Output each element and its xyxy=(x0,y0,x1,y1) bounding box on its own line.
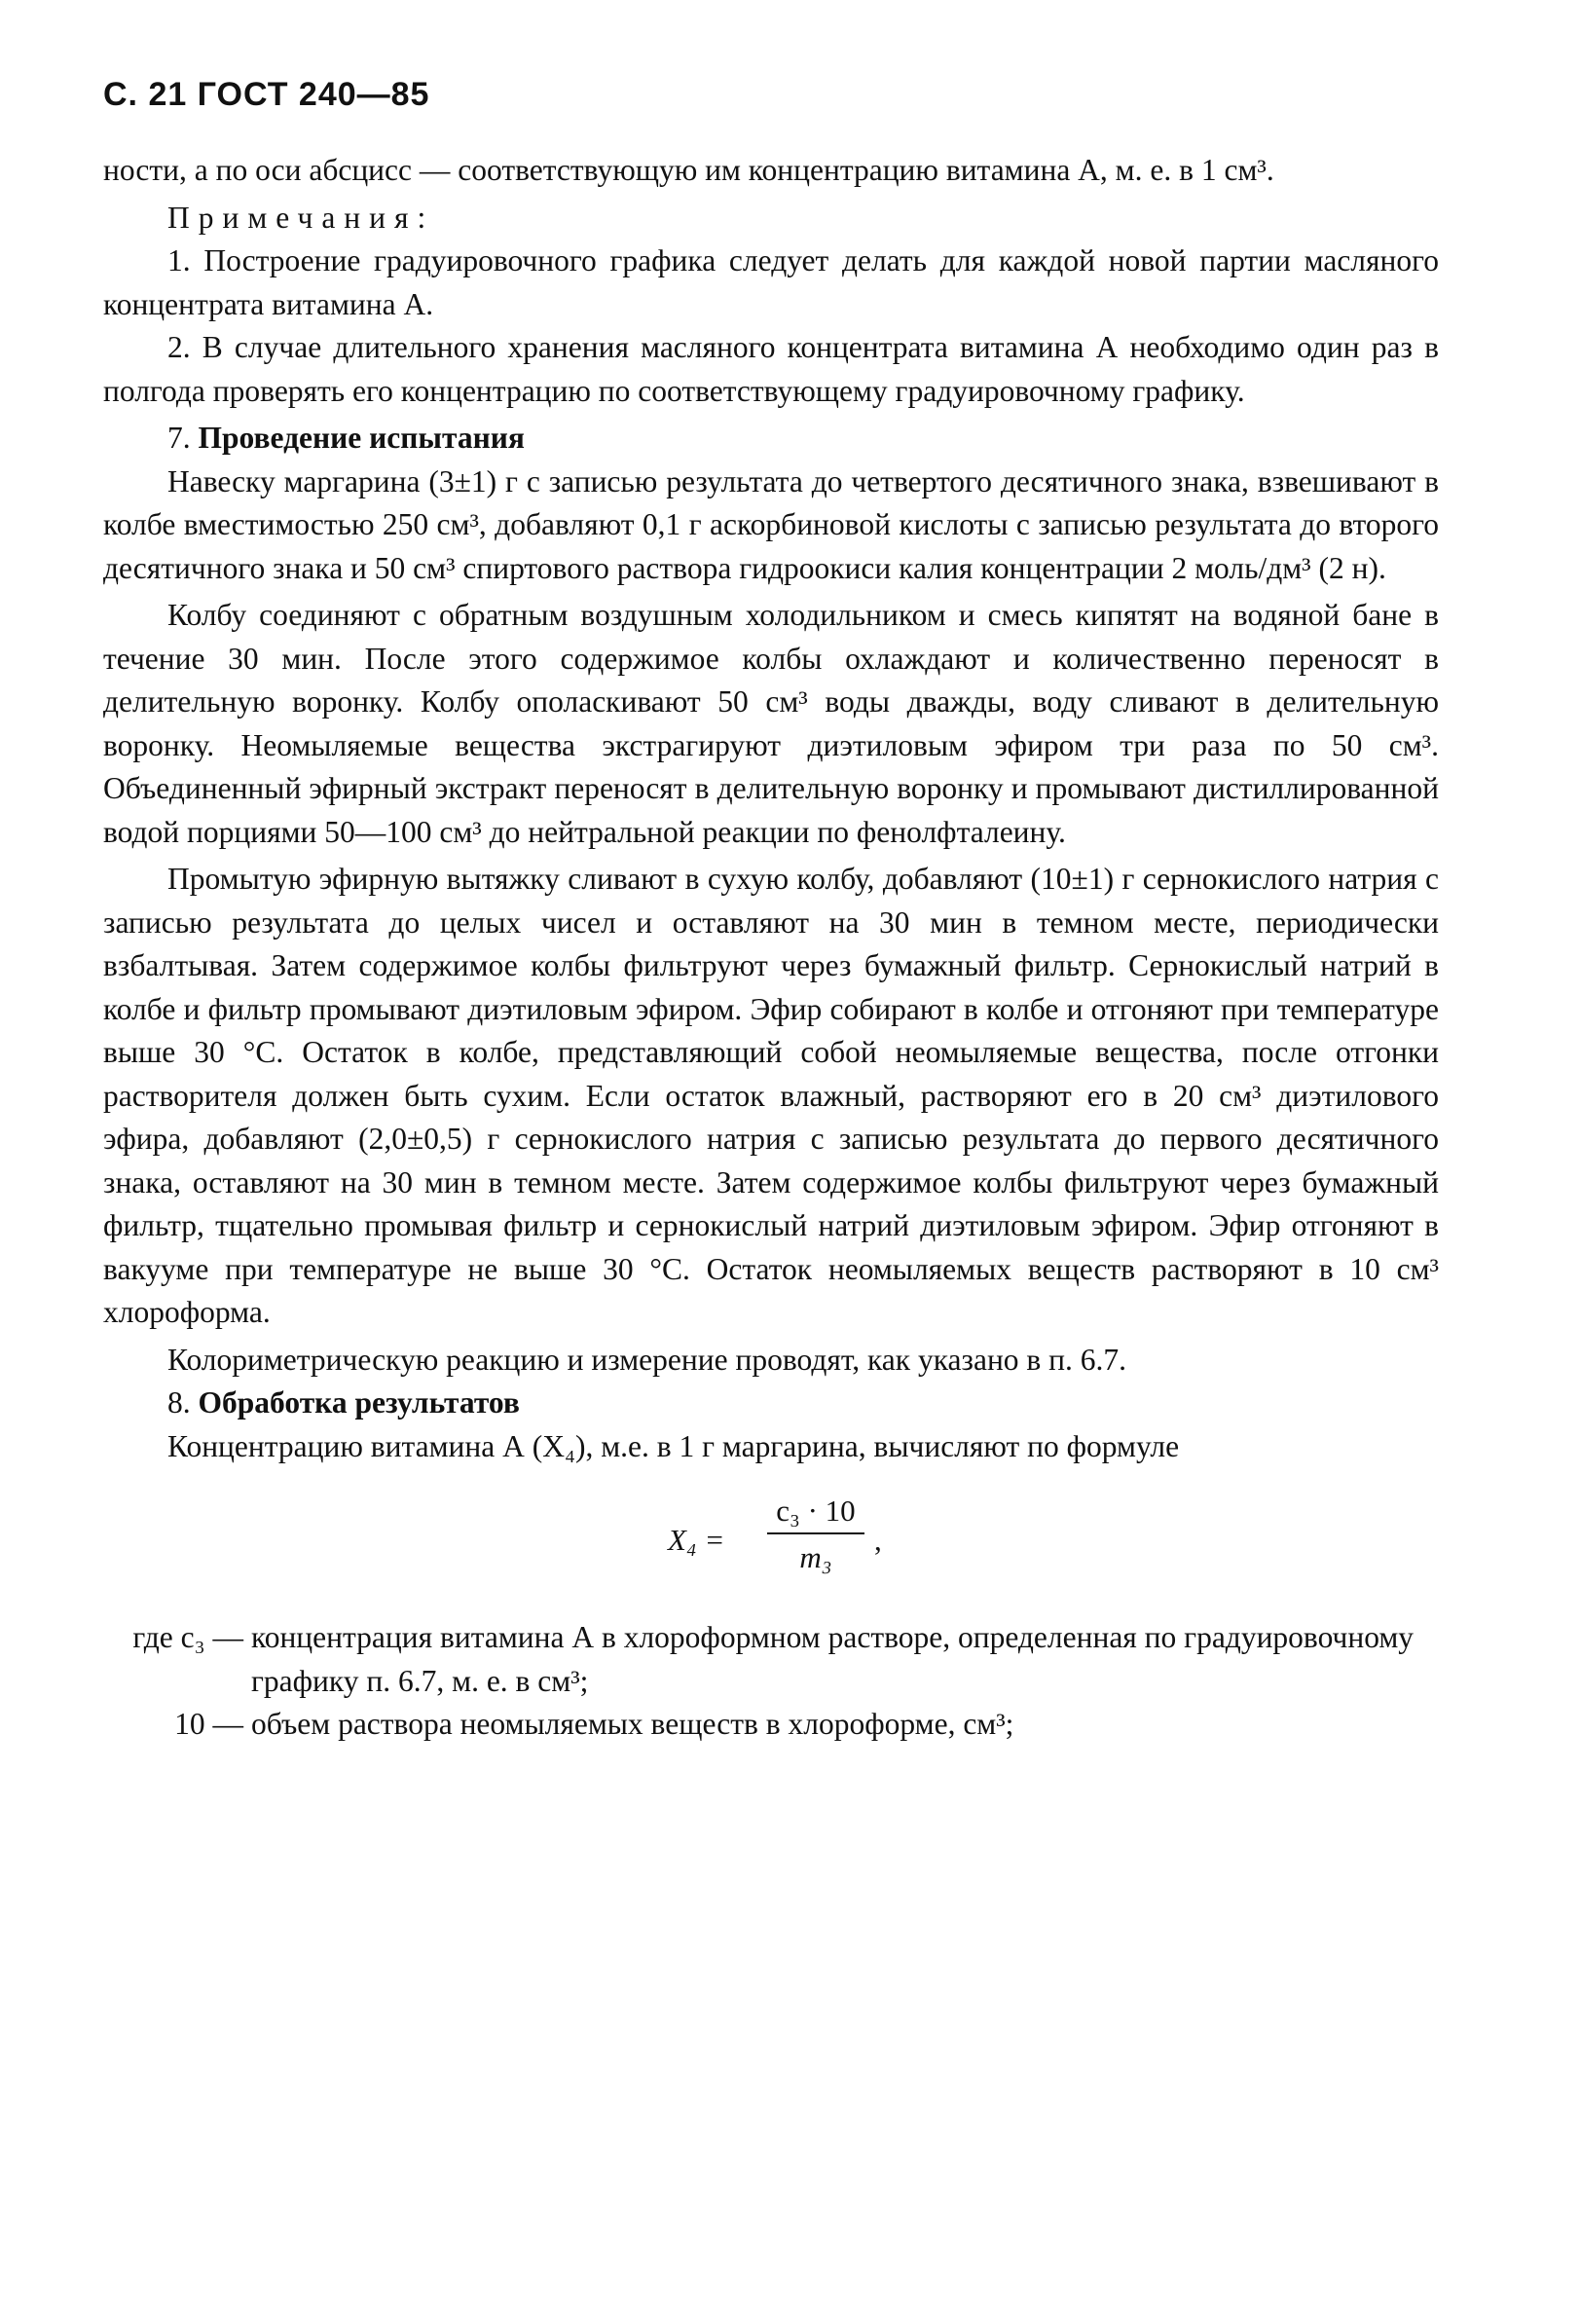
section-7-heading xyxy=(103,417,1439,461)
section-8-paragraph-1: Концентрацию витамина А (X₄), м.е. в 1 г маргарина, вычисляют по формуле xyxy=(167,1428,1180,1463)
document-page xyxy=(103,76,1439,1747)
notes-title: Примечания: xyxy=(167,200,435,235)
where-term: 10 — xyxy=(174,1707,243,1741)
where-row-10 xyxy=(103,1703,1439,1747)
page-header: С. 21 ГОСТ 240—85 xyxy=(103,76,430,113)
where-term: где c₃ — xyxy=(132,1620,243,1654)
formula-lhs: X₄ = xyxy=(668,1523,725,1557)
section-7-paragraph-1: Навеску маргарина (3±1) г с записью результата до четвертого десятичного знака, взвешивают в колбе вместимостью 250 см³, добавляют 0,1 г аскорбиновой кислоты с записью результата до второго десятичного знака и 50 см³ спиртового раствора гидроокиси калия концентрации 2 моль/дм³ (2 н). xyxy=(103,463,1439,585)
formula-numerator: c₃ · 10 xyxy=(776,1494,856,1528)
section-8-number: 8. xyxy=(167,1385,191,1420)
where-row-c3 xyxy=(103,1616,1439,1703)
intro-paragraph: ности, а по оси абсцисс — соответствующую им концентрацию витамина А, м. е. в 1 см³. xyxy=(103,153,1274,187)
section-7-title: Проведение испытания xyxy=(198,421,525,455)
where-definition: концентрация витамина А в хлороформном растворе, определенная по градуировочному графику п. 6.7, м. е. в см³; xyxy=(251,1620,1415,1698)
section-7-paragraph-2: Колбу соединяют с обратным воздушным холодильником и смесь кипятят на водяной бане в течение 30 мин. После этого содержимое колбы охлаждают и количественно переносят в делительную воронку. Колбу ополаскивают 50 см³ воды дважды, воду сливают в делительную воронку. Неомыляемые вещества экстрагируют диэтиловым эфиром три раза по 50 см³. Объединенный эфирный экстракт переносят в делительную воронку и промывают дистиллированной водой порциями 50—100 см³ до нейтральной реакции по фенолфталеину. xyxy=(103,598,1439,849)
formula-fraction xyxy=(767,1494,864,1575)
section-8-heading xyxy=(103,1382,1439,1425)
formula-trail: , xyxy=(874,1523,882,1557)
where-definition: объем раствора неомыляемых веществ в хлороформе, см³; xyxy=(251,1707,1014,1741)
section-7-paragraph-3: Промытую эфирную вытяжку сливают в сухую колбу, добавляют (10±1) г сернокислого натрия с записью результата до целых чисел и оставляют на 30 мин в темном месте, периодически взбалтывая. Затем содержимое колбы фильтруют через бумажный фильтр. Сернокислый натрий в колбе и фильтр промывают диэтиловым эфиром. Эфир собирают в колбе и отгоняют при температуре выше 30 °С. Остаток в колбе, представляющий собой неомыляемые вещества, после отгонки растворителя должен быть сухим. Если остаток влажный, растворяют его в 20 см³ диэтилового эфира, добавляют (2,0±0,5) г сернокислого натрия с записью результата до первого десятичного знака, оставляют на 30 мин в темном месте. Затем содержимое колбы фильтруют через бумажный фильтр, тщательно промывая фильтр и сернокислый натрий диэтиловым эфиром. Эфир отгоняют в вакууме при температуре не выше 30 °С. Остаток неомыляемых веществ растворяют в 10 см³ хлороформа. xyxy=(103,862,1439,1329)
section-7-number: 7. xyxy=(167,421,191,455)
note-2: 2. В случае длительного хранения масляного концентрата витамина А необходимо один раз в полгода проверять его концентрацию по соответствующему градуировочному графику. xyxy=(103,330,1439,408)
note-1: 1. Построение градуировочного графика следует делать для каждой новой партии масляного концентрата витамина А. xyxy=(103,243,1439,321)
formula-x4 xyxy=(103,1494,1439,1595)
formula-denominator: m₃ xyxy=(799,1540,832,1574)
section-7-paragraph-4: Колориметрическую реакцию и измерение проводят, как указано в п. 6.7. xyxy=(167,1342,1127,1377)
section-8-title: Обработка результатов xyxy=(198,1385,520,1420)
